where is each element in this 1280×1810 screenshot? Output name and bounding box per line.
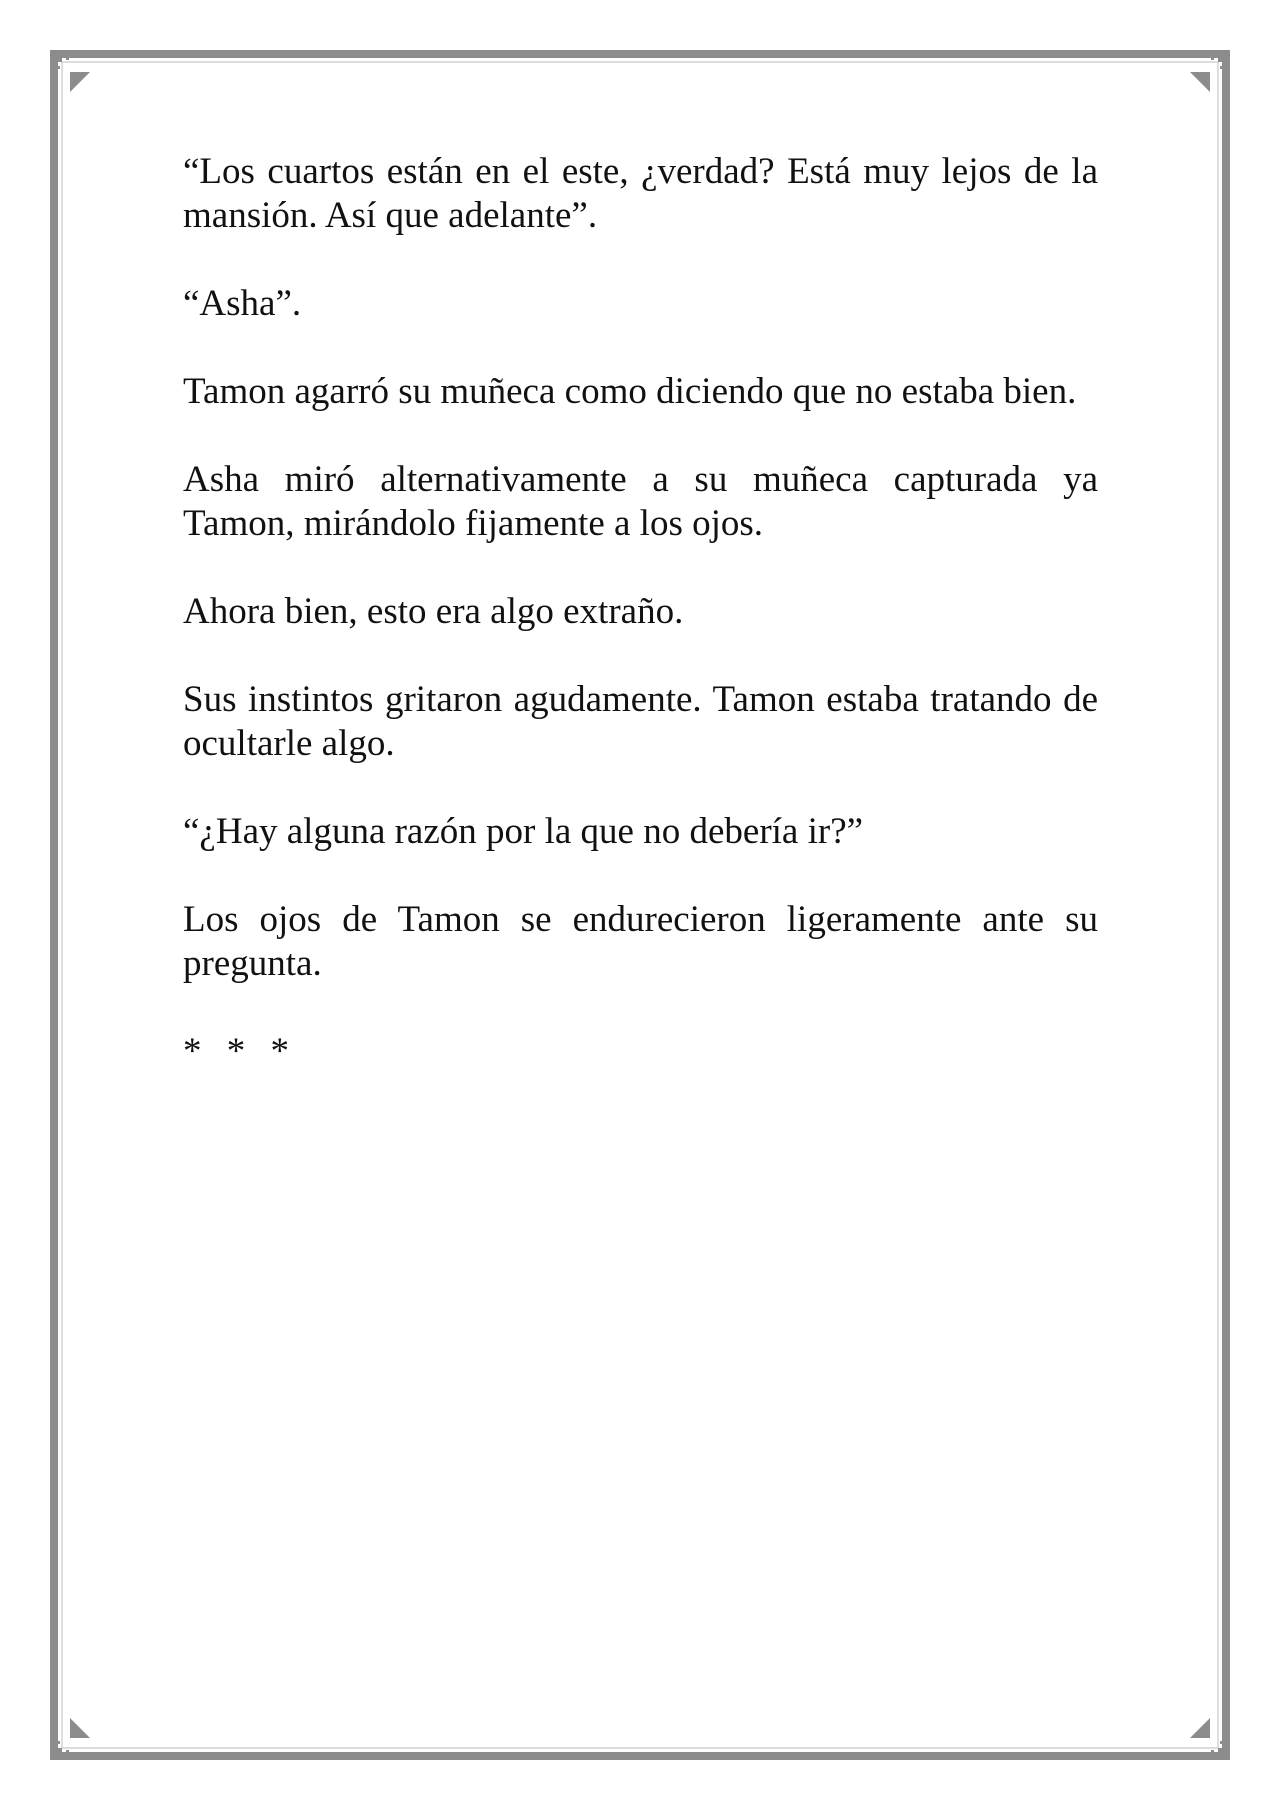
paragraph: Asha miró alternativamente a su muñeca capturada ya Tamon, mirándolo fijamente a los ojos.: [183, 459, 1098, 544]
paragraph: Tamon agarró su muñeca como diciendo que no estaba bien.: [183, 371, 1077, 412]
scene-separator: * * *: [183, 1031, 297, 1072]
paragraph: “Asha”.: [183, 283, 302, 324]
corner-ornament-top-right: [1190, 72, 1210, 92]
document-body: [183, 150, 1098, 1118]
paragraph: “¿Hay alguna razón por la que no debería ir?”: [183, 811, 864, 852]
paragraph: Sus instintos gritaron agudamente. Tamon estaba tratando de ocultarle algo.: [183, 679, 1098, 764]
paragraph: “Los cuartos están en el este, ¿verdad? Está muy lejos de la mansión. Así que adelante”.: [183, 151, 1098, 236]
corner-square-top-right: [1218, 50, 1230, 62]
corner-square-bottom-right: [1218, 1748, 1230, 1760]
paragraph: Los ojos de Tamon se endurecieron ligeramente ante su pregunta.: [183, 899, 1098, 984]
border-right: [1222, 58, 1230, 1752]
corner-square-top-left: [50, 50, 62, 62]
corner-ornament-bottom-right: [1190, 1718, 1210, 1738]
corner-ornament-bottom-left: [70, 1718, 90, 1738]
paragraph: Ahora bien, esto era algo extraño.: [183, 591, 684, 632]
corner-square-bottom-left: [50, 1748, 62, 1760]
border-left: [50, 58, 58, 1752]
corner-ornament-top-left: [70, 72, 90, 92]
border-top: [58, 50, 1222, 58]
border-bottom: [58, 1752, 1222, 1760]
